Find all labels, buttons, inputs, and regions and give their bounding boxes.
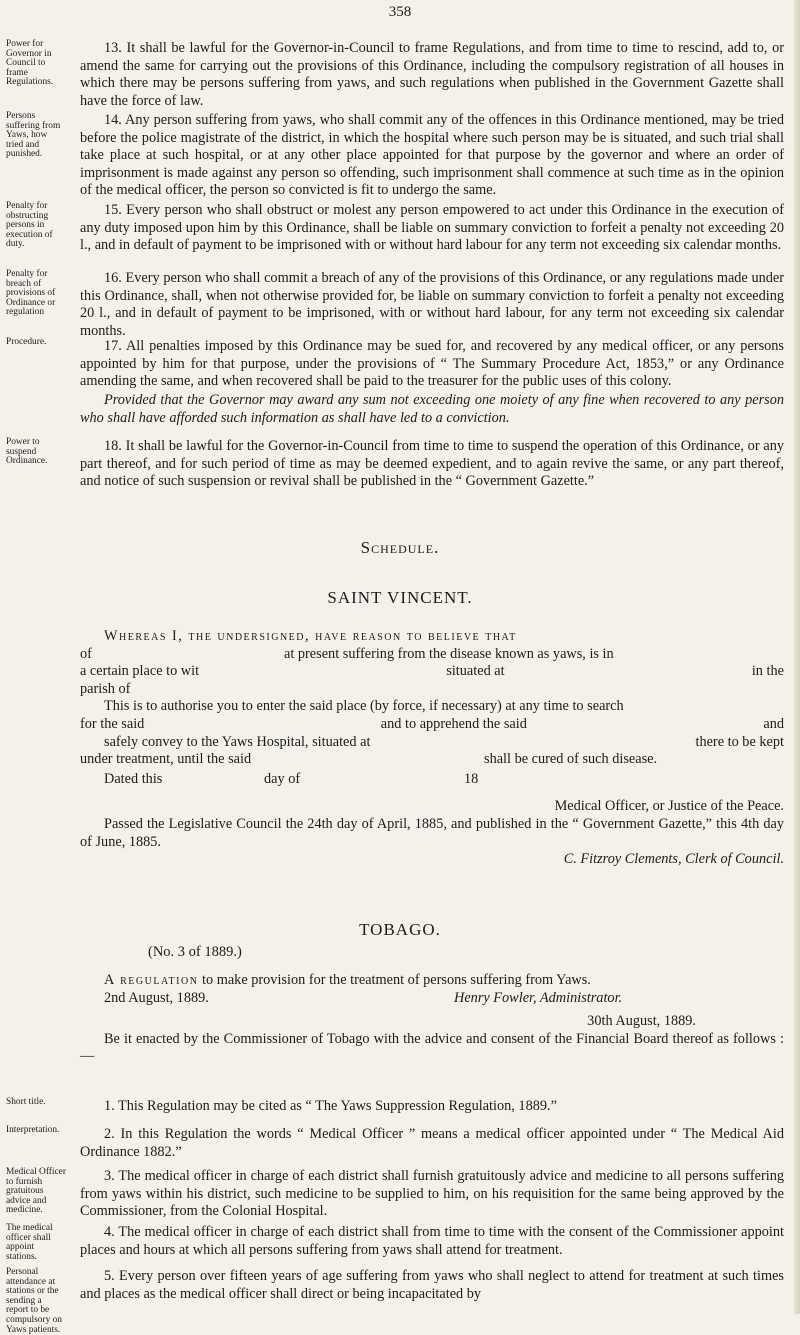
page-edge xyxy=(794,0,800,1314)
section-text: 13. It shall be lawful for the Governor-in-Council to frame Regulations, and from time to time to rescind, add to, or amend the same for carrying out the provisions of this Ordinance, including the compulsory registration of all houses in which there may be persons suffering from yaws, and such regulations when published in the Government Gazette shall have the force of law. xyxy=(80,40,784,109)
margin-note: Personal attendance at stations or the sending a report to be compulsory on Yaws patients. xyxy=(6,1267,62,1335)
page-number: 358 xyxy=(388,4,412,20)
form-line: of at present suffering from the disease known as yaws, is in xyxy=(80,645,614,662)
tobago-heading: TOBAGO. xyxy=(359,920,441,939)
margin-note: Short title. xyxy=(6,1097,46,1107)
signature-line: Medical Officer, or Justice of the Peace. xyxy=(554,798,784,815)
form-line: a certain place to wit situated at in the xyxy=(80,663,784,680)
regulation-text: 2. In this Regulation the words “ Medical Officer ” means a medical officer appointed under “ The Medical Aid Ordinance 1882.” xyxy=(80,1126,784,1160)
schedule-place: SAINT VINCENT. xyxy=(327,588,473,607)
margin-note: Interpretation. xyxy=(6,1125,60,1135)
clerk-signature: C. Fitzroy Clements, Clerk of Council. xyxy=(563,851,784,868)
margin-note: The medical officer shall appoint stations. xyxy=(6,1223,53,1262)
margin-note: Power to suspend Ordinance. xyxy=(6,437,48,467)
regulation-text: 4. The medical officer in charge of each district shall from time to time with the consent of the Commissioner appoint places and hours at which all persons suffering from yaws shall attend for treatment. xyxy=(80,1224,784,1258)
document-page: 358 Power for Governor in Council to frame Regulations. 13. It shall be lawful for the Governor-in-Council to frame Regulations, and from time to time to rescind, add to, or amend the same for carrying out the provisions of this Ordinance, including the compulsory registration of all houses in which there may be persons suffering from yaws, and such regulations when published in the Government Gazette shall have the force of law. Persons suffering from Yaws, how tried and punished. 14. Any person suffering from yaws, who shall commit any of the offences in this Ordinance mentioned, may be tried before the police magistrate of the district, in which the hospital where such person may be is situated, and such trial shall take place at such hospital, or at any other place appointed for that purpose by the governor and where an order of imprisonment is made against any person so offending, such imprisonment shall commence at such time as in the opinion of the medical officer, the person so convicted is fit to undergo the same. Penalty for obstructing persons in execution of duty. 15. Every person who shall obstruct or molest any person empowered to act under this Ordinance in the execution of any duty imposed upon him by this Ordinance, shall be liable on summary conviction to forfeit a penalty not exceeding 20 l., and in default of payment to be imprisoned with or without hard labour for any term not exceeding six calendar months. Penalty for breach of provisions of Ordinance or regulation 16. Every person who shall commit a breach of any of the provisions of this Ordinance, or any regulations made under this Ordinance, shall, when not otherwise provided for, be liable on summary conviction to forfeit a penalty not exceeding 20 l., and in default of payment to be imprisoned, with or without hard labour, for any term not exceeding six calendar months. Procedure. 17. All penalties imposed by this Ordinance may be sued for, and recovered by any medical officer, or any persons appointed by him for that purpose, under the provisions of “ The Summary Procedure Act, 1853,” or any Ordinance amending the same, and when recovered shall be paid to the treasurer for the public uses of this colony. Provided that the Governor may award any sum not exceeding one moiety of any fine when recovered to any person who shall have afforded such information as shall have led to a conviction. Power to suspend Ordinance. 18. It shall be lawful for the Governor-in-Council from time to time to suspend the operation of this Ordinance, or any part thereof, and for such period of time as may be deemed expedient, and to again revive the same, or any part thereof, and notice of such suspension or revival shall be published in the “ Government Gazette.” Schedule. SAINT VINCENT. Whereas I, the undersigned, have reason to believe that of at present suffering from the disease known as yaws, is in a certain place to wit situated at in the parish of This is to authorise you to enter the said place (by force, if necessary) at any time to search for the said and to apprehend the said and safely convey to the Yaws Hospital, situated at there to be kept under treatment, until the said shall be cured of such disease. Dated this day of 18 Medical Officer, or Justice of the Peace. Passed the Legislative Council the 24th day of April, 1885, and published in the “ Government Gazette,” this 4th day of June, 1885. C. Fitzroy Clements, Clerk of Council. TOBAGO. (No. 3 of 1889.) A regulation to make provision for the treatment of persons suffering from Yaws. 2nd August, 1889. Henry Fowler, Administrator. 30th August, 1889. Be it enacted by the Commissioner of Tobago with the advice and consent of the Financial Board thereof as follows :— Short title. 1. This Regulation may be cited as “ The Yaws Suppression Regulation, 1889.” Interpretation. 2. In this Regulation the words “ Medical Officer ” means a medical officer appointed under “ The Medical Aid Ordinance 1882.” Medical Officer to furnish gratuitous advice and medicine. 3. The medical officer in charge of each district shall furnish gratuitously advice and medicine to all persons suffering from yaws within his district, such medicine to be supplied to him, on his requisition for the same being approved by the Commissioner, from the Colonial Hospital. The medical officer shall appoint stations. 4. The medical officer in charge of each district shall from time to time with the consent of the Commissioner appoint places and hours at which all persons suffering from yaws shall attend for treatment. Personal attendance at stations or the sending a report to be compulsory on Yaws patients. 5. Every person over fifteen years of age suffering from yaws who shall neglect to attend for treatment at such times and places as the medical officer shall direct or being incapacitated by xyxy=(0,0,800,1314)
regulation-intro: A regulation to make provision for the treatment of persons suffering from Yaws. xyxy=(104,972,591,988)
regulation-text: 3. The medical officer in charge of each district shall furnish gratuitously advice and medicine to all persons suffering from yaws within his district, such medicine to be supplied to him, on his requisition for the same being approved by the Commissioner, from the Colonial Hospital. xyxy=(80,1168,784,1220)
enacting-clause: Be it enacted by the Commissioner of Tobago with the advice and consent of the Financial Board thereof as follows :— xyxy=(80,1030,784,1065)
margin-note: Penalty for breach of provisions of Ordinance or regulation xyxy=(6,269,56,318)
form-line: under treatment, until the said shall be cured of such disease. xyxy=(80,751,658,768)
section-text: 17. All penalties imposed by this Ordinance may be sued for, and recovered by any medical officer, or any persons appointed by him for that purpose, under the provisions of “ The Summary Procedure Act, 1853,” or any Ordinance amending the same, and when recovered shall be paid to the treasurer for the public uses of this colony. xyxy=(80,338,784,390)
form-line: for the said and to apprehend the said and xyxy=(80,715,784,732)
margin-note: Persons suffering from Yaws, how tried and punished. xyxy=(6,111,61,160)
form-line: Dated this day of 18 xyxy=(104,770,479,787)
regulation-text: 1. This Regulation may be cited as “ The Yaws Suppression Regulation, 1889.” xyxy=(104,1098,557,1114)
margin-note: Procedure. xyxy=(6,337,47,347)
form-line: This is to authorise you to enter the said place (by force, if necessary) at any time to search xyxy=(104,698,624,715)
form-line: safely convey to the Yaws Hospital, situated at there to be kept xyxy=(104,733,784,750)
regulation-date-right: 30th August, 1889. xyxy=(587,1013,696,1030)
section-text: 15. Every person who shall obstruct or molest any person empowered to act under this Ordinance in the execution of any duty imposed upon him by this Ordinance, shall be liable on summary conviction to forfeit a penalty not exceeding 20 l., and in default of payment to be imprisoned with or without hard labour for any term not exceeding six calendar months. xyxy=(80,202,784,254)
regulation-dates: 2nd August, 1889. Henry Fowler, Administrator. xyxy=(104,989,623,1006)
margin-note: Penalty for obstructing persons in execution of duty. xyxy=(6,201,53,250)
section-text: 18. It shall be lawful for the Governor-in-Council from time to time to suspend the operation of this Ordinance, or any part thereof, and for such period of time as may be deemed expedient, and to again revive the same, or any part thereof, and notice of such suspension or revival shall be published in the “ Government Gazette.” xyxy=(80,438,784,490)
margin-note: Medical Officer to furnish gratuitous advice and medicine. xyxy=(6,1167,66,1216)
section-text: 14. Any person suffering from yaws, who shall commit any of the offences in this Ordinance mentioned, may be tried before the police magistrate of the district, in which the hospital where such person may be is situated, and such trial shall take place at such hospital, or at any other place appointed for that purpose by the governor and where an order of imprisonment is made against any person so offending, such imprisonment shall commence at such time as in the opinion of the medical officer, the person so convicted is fit to undergo the same. xyxy=(80,112,784,199)
schedule-heading: Schedule. xyxy=(360,538,440,557)
margin-note: Power for Governor in Council to frame Regulations. xyxy=(6,39,54,88)
form-line: Whereas I, the undersigned, have reason to believe that xyxy=(104,628,517,644)
section-text: 16. Every person who shall commit a breach of any of the provisions of this Ordinance, or any regulations made under this Ordinance, shall, when not otherwise provided for, be liable on summary conviction to forfeit a penalty not exceeding 20 l., and in default of payment to be imprisoned, with or without hard labour, for any term not exceeding six calendar months. xyxy=(80,270,784,339)
form-line: parish of xyxy=(80,680,131,697)
section-text: Provided that the Governor may award any sum not exceeding one moiety of any fine when recovered to any person who shall have afforded such information as shall have led to a conviction. xyxy=(80,392,784,426)
regulation-text: 5. Every person over fifteen years of age suffering from yaws who shall neglect to attend for treatment at such times and places as the medical officer shall direct or being incapacitated by xyxy=(80,1268,784,1302)
passed-note: Passed the Legislative Council the 24th day of April, 1885, and published in the “ Government Gazette,” this 4th day of June, 1885. xyxy=(80,815,784,850)
